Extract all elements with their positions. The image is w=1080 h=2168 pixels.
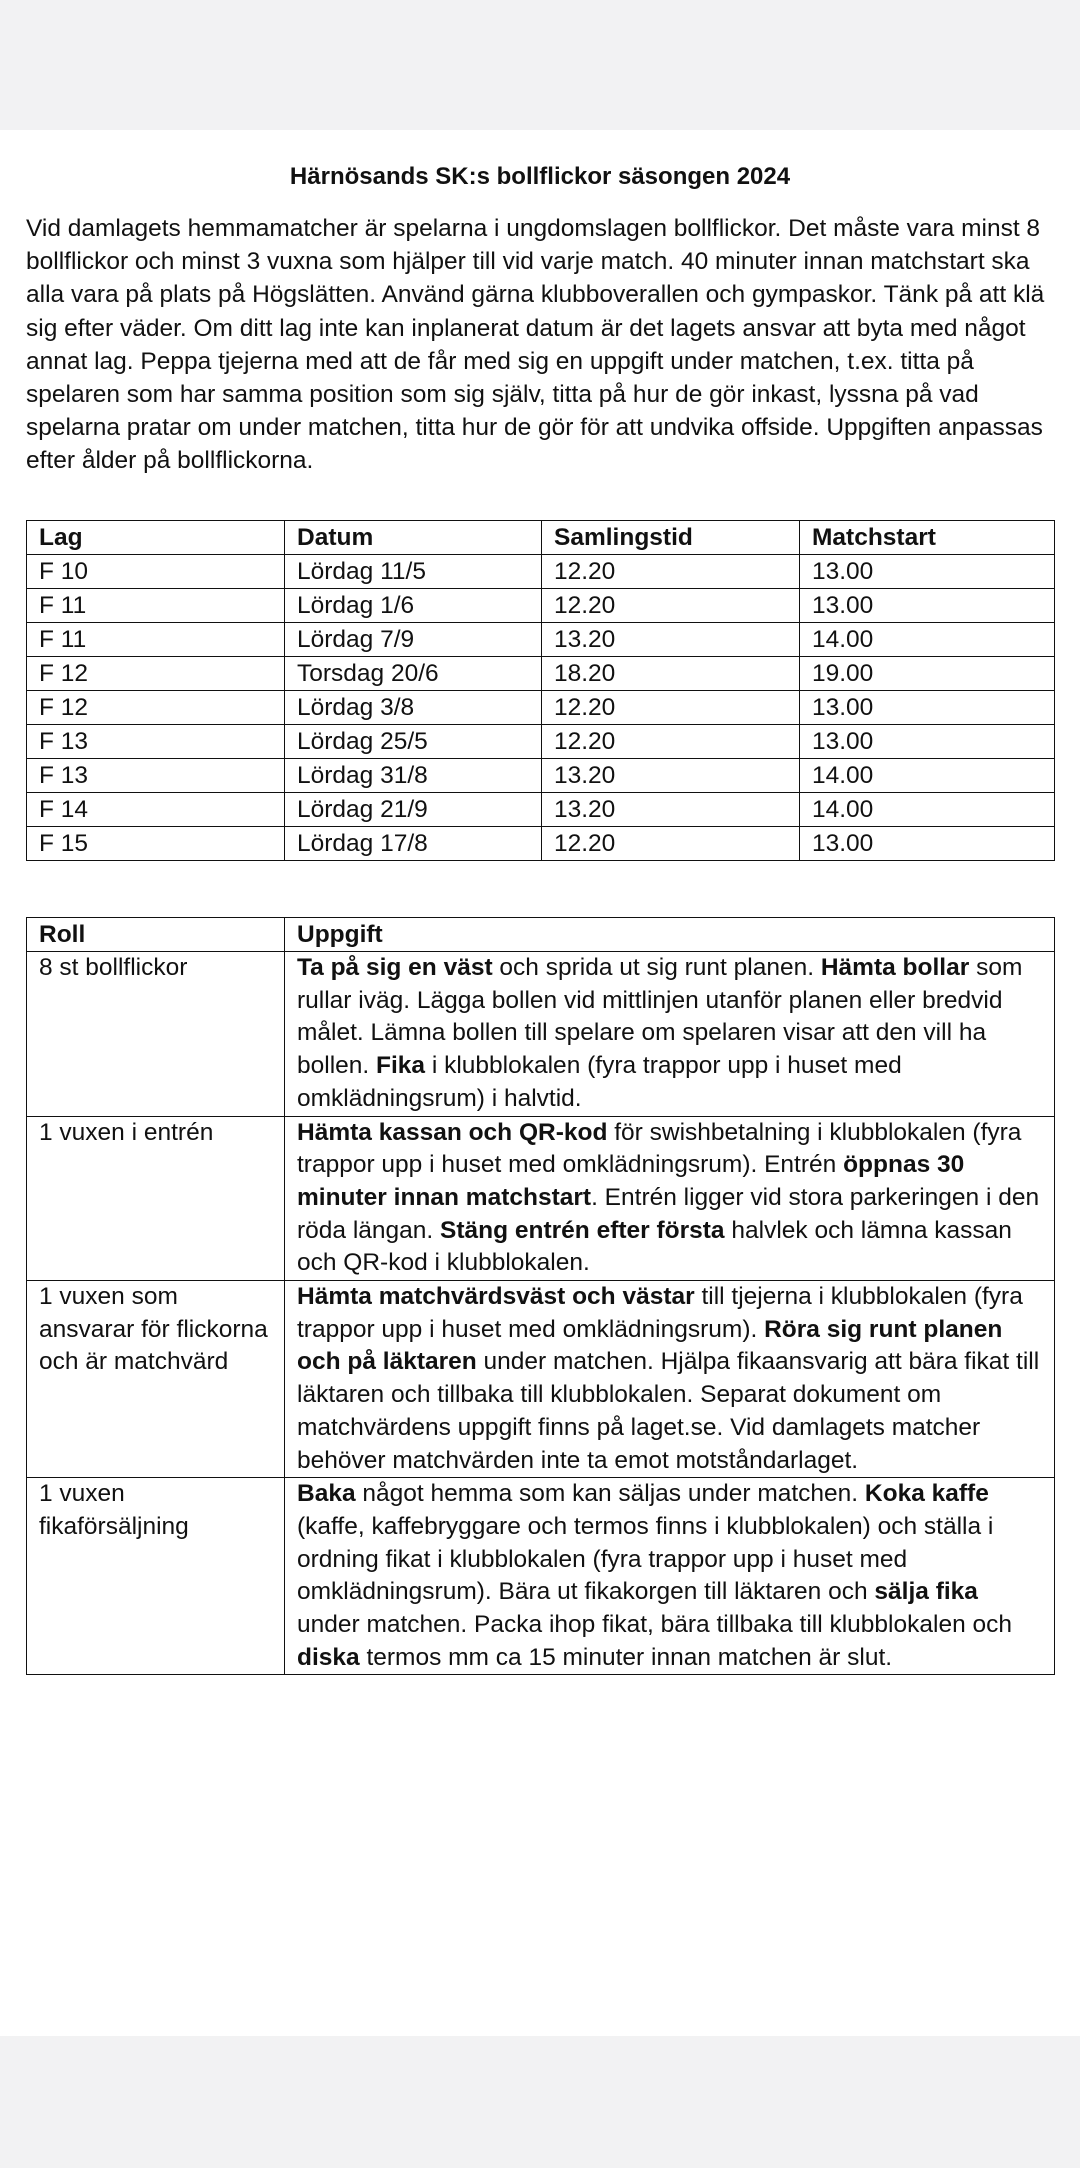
task-emphasis: Hämta kassan och QR-kod	[297, 1118, 608, 1146]
table-cell: F 11	[27, 589, 285, 623]
task-emphasis: sälja fika	[874, 1578, 978, 1606]
role-cell: 8 st bollflickor	[27, 952, 285, 1117]
table-row	[27, 589, 1055, 623]
table-row	[27, 759, 1055, 793]
task-text: termos mm ca 15 minuter innan matchen är slut.	[359, 1643, 893, 1671]
table-cell: F 12	[27, 691, 285, 725]
table-row	[27, 1281, 1055, 1478]
table-cell: 13.00	[800, 555, 1055, 589]
table-cell: 14.00	[800, 793, 1055, 827]
task-text: . Entrén ligger vid stora parkeringen i den röda längan.	[297, 1183, 1040, 1244]
roles-header-uppgift: Uppgift	[285, 918, 1055, 952]
table-cell: 13.20	[542, 623, 800, 657]
task-text: något hemma som kan säljas under matchen.	[355, 1480, 865, 1508]
document-title: Härnösands SK:s bollflickor säsongen 2024	[289, 163, 791, 190]
table-cell: Torsdag 20/6	[285, 657, 542, 691]
role-cell: 1 vuxen fikaförsäljning	[27, 1478, 285, 1675]
table-cell: 12.20	[542, 555, 800, 589]
task-emphasis: diska	[297, 1643, 360, 1671]
roles-header-row	[27, 918, 1055, 952]
task-emphasis: Ta på sig en väst	[297, 954, 493, 981]
table-row	[27, 691, 1055, 725]
viewer-top-bar	[0, 0, 1080, 130]
table-row	[27, 725, 1055, 759]
table-cell: Lördag 31/8	[285, 759, 542, 793]
task-cell	[285, 1116, 1055, 1281]
table-cell: Lördag 7/9	[285, 623, 542, 657]
table-row	[27, 1478, 1055, 1675]
table-cell: 14.00	[800, 759, 1055, 793]
schedule-header-matchstart: Matchstart	[800, 521, 1055, 555]
table-cell: 14.00	[800, 623, 1055, 657]
table-row	[27, 555, 1055, 589]
table-cell: 13.00	[800, 691, 1055, 725]
task-text: för swishbetalning i klubblokalen (fyra trappor upp i huset med omklädningsrum). Entrén	[297, 1118, 1022, 1179]
table-cell: 13.20	[542, 759, 800, 793]
task-text: under matchen. Packa ihop fikat, bära tillbaka till klubblokalen och	[297, 1611, 1012, 1639]
table-cell: F 13	[27, 725, 285, 759]
intro-paragraph: Vid damlagets hemmamatcher är spelarna i ungdomslagen bollflickor. Det måste vara minst 8 bollflickor och minst 3 vuxna som hjälper till vid varje match. 40 minuter innan matchstart ska alla vara på plats på Högslätten. Använd gärna klubboverallen och gympaskor. Tänk på att klä sig efter väder. Om ditt lag inte kan inplanerat datum är det lagets ansvar att byta med något annat lag. Peppa tjejerna med att de får med sig en uppgift under matchen, t.ex. titta på spelaren som har samma position som sig själv, titta på hur de gör inkast, lyssna på vad spelarna pratar om under matchen, titta hur de gör för att undvika offside. Uppgiften anpassas efter ålder på bollflickorna.	[26, 215, 1045, 475]
viewer-bottom-bar	[0, 2036, 1080, 2168]
table-cell: 12.20	[542, 827, 800, 861]
table-cell: F 15	[27, 827, 285, 861]
task-emphasis: Fika	[376, 1052, 426, 1080]
table-cell: F 13	[27, 759, 285, 793]
task-cell	[285, 1281, 1055, 1478]
task-emphasis: Stäng entrén efter första	[440, 1216, 725, 1244]
roles-table	[26, 917, 1055, 1675]
table-cell: Lördag 3/8	[285, 691, 542, 725]
table-cell: 13.00	[800, 725, 1055, 759]
table-cell: Lördag 25/5	[285, 725, 542, 759]
table-cell: 13.00	[800, 827, 1055, 861]
table-cell: F 10	[27, 555, 285, 589]
table-cell: 13.00	[800, 589, 1055, 623]
role-cell: 1 vuxen som ansvarar för flickorna och är matchvärd	[27, 1281, 285, 1478]
schedule-header-datum: Datum	[285, 521, 542, 555]
task-cell	[285, 1478, 1055, 1675]
table-row	[27, 793, 1055, 827]
table-row	[27, 827, 1055, 861]
table-cell: Lördag 1/6	[285, 589, 542, 623]
task-text: halvlek och lämna kassan och QR-kod i klubblokalen.	[297, 1216, 1012, 1277]
table-cell: Lördag 11/5	[285, 555, 542, 589]
task-emphasis: Hämta bollar	[820, 954, 970, 981]
task-emphasis: Koka kaffe	[864, 1480, 989, 1508]
schedule-table	[26, 520, 1055, 861]
task-emphasis: Hämta matchvärdsväst och västar	[297, 1283, 695, 1311]
task-cell	[285, 952, 1055, 1117]
schedule-header-row	[27, 521, 1055, 555]
table-cell: 13.20	[542, 793, 800, 827]
task-emphasis: Baka	[297, 1480, 356, 1508]
table-row	[27, 952, 1055, 1117]
task-text: och sprida ut sig runt planen.	[492, 954, 821, 981]
roles-header-roll: Roll	[27, 918, 285, 952]
task-text: i klubblokalen (fyra trappor upp i huset med omklädningsrum) i halvtid.	[297, 1052, 902, 1112]
table-cell: F 12	[27, 657, 285, 691]
table-cell: F 14	[27, 793, 285, 827]
table-cell: 18.20	[542, 657, 800, 691]
task-text: (kaffe, kaffebryggare och termos finns i klubblokalen) och ställa i ordning fikat i klubblokalen (fyra trappor upp i huset med omklädningsrum). Bära ut fikakorgen till läktaren och	[297, 1512, 994, 1606]
task-text: till tjejerna i klubblokalen (fyra trappor upp i huset med omklädningsrum).	[297, 1283, 1023, 1343]
task-text: under matchen. Hjälpa fikaansvarig att bära fikat till läktaren och tillbaka till klubblokalen. Separat dokument om matchvärdens uppgift finns på laget.se. Vid damlagets matcher behöver matchvärden inte ta emot motståndarlaget.	[297, 1348, 1040, 1474]
schedule-header-lag: Lag	[27, 521, 285, 555]
schedule-header-samlingstid: Samlingstid	[542, 521, 800, 555]
task-emphasis: öppnas 30 minuter innan matchstart	[297, 1151, 965, 1211]
table-row	[27, 1116, 1055, 1281]
table-cell: 12.20	[542, 589, 800, 623]
table-cell: Lördag 17/8	[285, 827, 542, 861]
table-cell: 12.20	[542, 725, 800, 759]
task-text: som rullar iväg. Lägga bollen vid mittlinjen utanför planen eller bredvid målet. Lämna bollen till spelare om spelaren visar att den vill ha bollen.	[297, 954, 1023, 1080]
role-cell: 1 vuxen i entrén	[27, 1116, 285, 1281]
table-cell: 12.20	[542, 691, 800, 725]
table-cell: Lördag 21/9	[285, 793, 542, 827]
table-row	[27, 657, 1055, 691]
table-cell: 19.00	[800, 657, 1055, 691]
table-cell: F 11	[27, 623, 285, 657]
table-row	[27, 623, 1055, 657]
task-emphasis: Röra sig runt planen och på läktaren	[297, 1315, 1003, 1376]
